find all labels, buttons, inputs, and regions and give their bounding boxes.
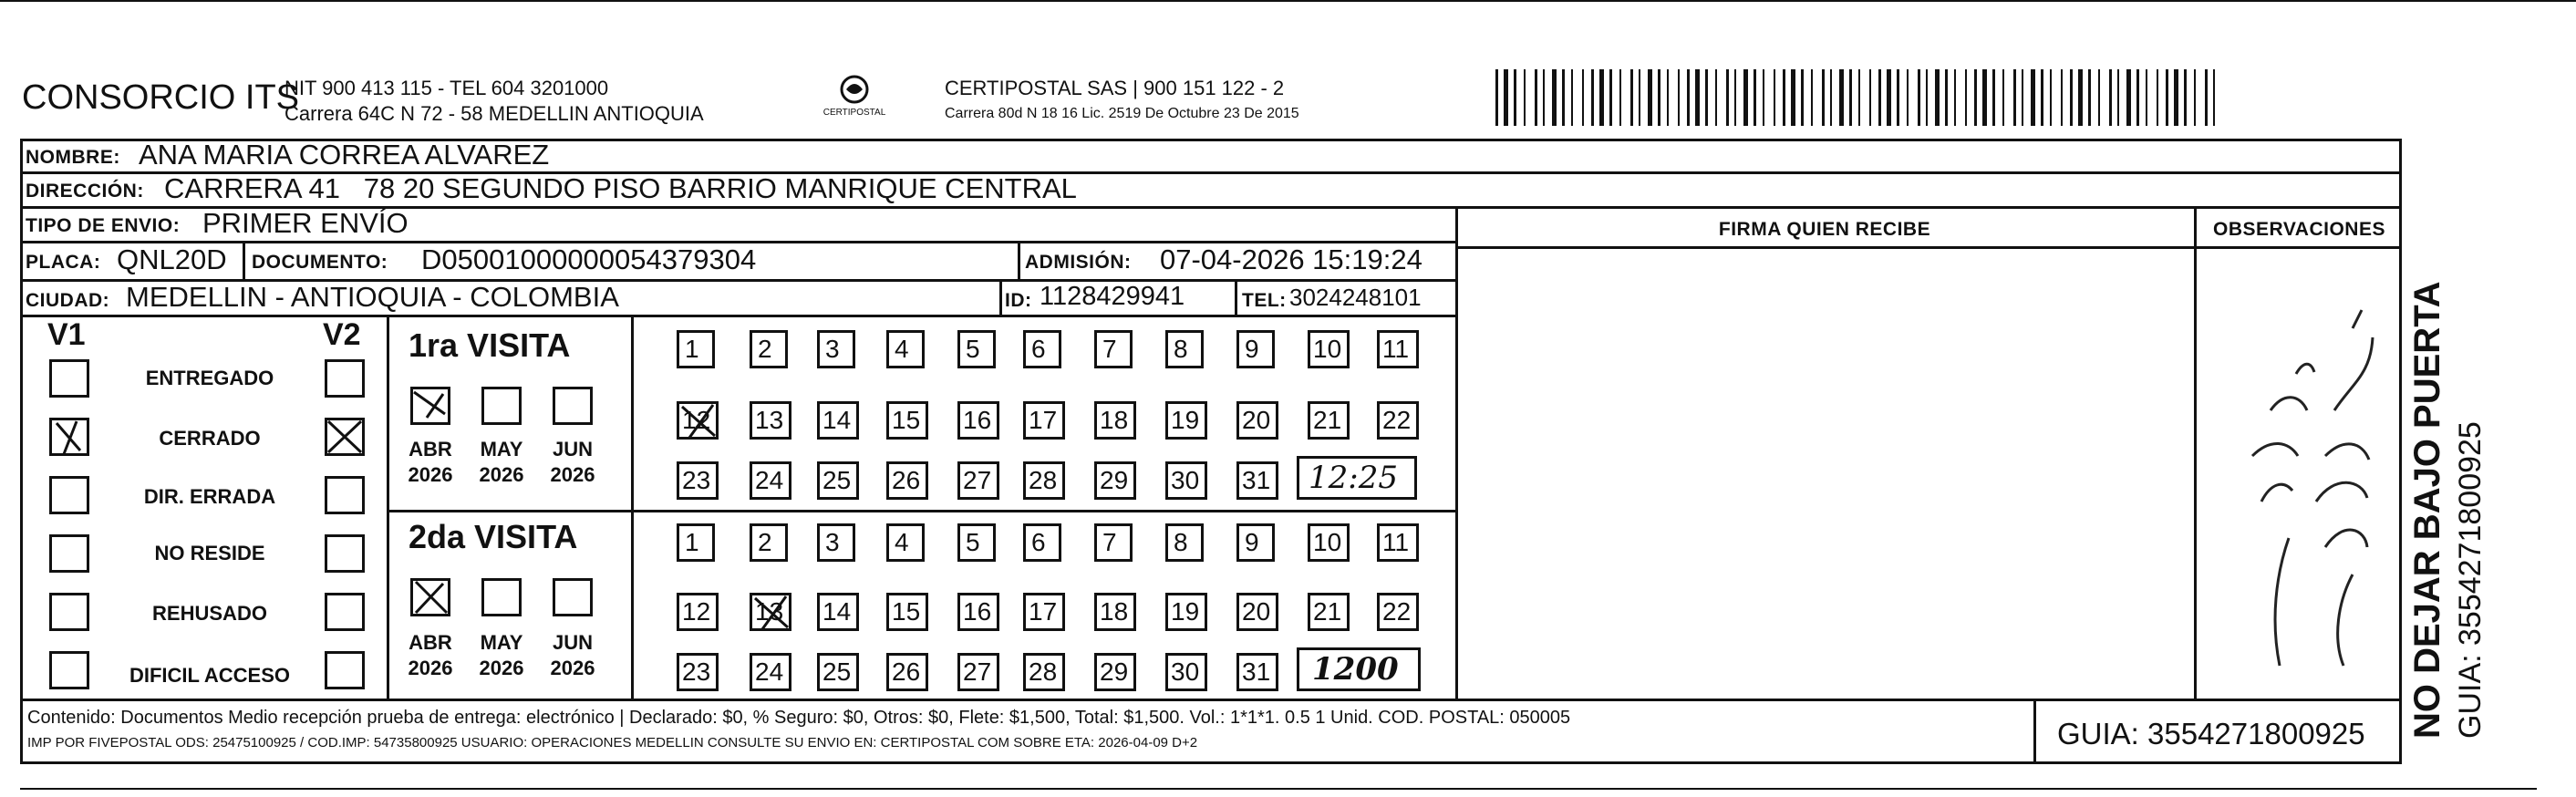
- visit-divider: [387, 510, 1455, 512]
- status-no-reside: NO RESIDE: [154, 542, 265, 564]
- v1-entregado-checkbox[interactable]: [49, 359, 89, 398]
- second-visit-day-15[interactable]: 15: [886, 593, 928, 631]
- second-visit-day-21[interactable]: 21: [1308, 593, 1350, 631]
- cell-line: [999, 279, 1002, 315]
- placa-label: PLACA:: [26, 252, 101, 273]
- cell-line: [1235, 279, 1237, 315]
- v1-no-reside-checkbox[interactable]: [49, 534, 89, 573]
- nombre-label: NOMBRE:: [26, 147, 120, 168]
- second-year-abr: 2026: [408, 657, 453, 679]
- first-visit-jun-checkbox[interactable]: [553, 387, 593, 425]
- second-visit-day-23[interactable]: 23: [677, 653, 719, 691]
- second-visit-day-5[interactable]: 5: [957, 523, 996, 562]
- first-visit-day-2[interactable]: 2: [750, 330, 788, 368]
- first-month-abr: ABR: [409, 438, 452, 461]
- status-divider: [387, 315, 389, 699]
- documento-value: D05001000000054379304: [421, 243, 757, 275]
- second-visit-day-11[interactable]: 11: [1377, 523, 1419, 562]
- second-visit-day-7[interactable]: 7: [1094, 523, 1133, 562]
- col-line: [1455, 206, 1458, 700]
- second-visit-day-24[interactable]: 24: [750, 653, 791, 691]
- status-dificil-acceso: DIFICIL ACCESO: [129, 664, 290, 687]
- second-visit-day-19[interactable]: 19: [1165, 593, 1207, 631]
- first-visit-day-10[interactable]: 10: [1308, 330, 1350, 368]
- first-visit-day-13[interactable]: 13: [750, 401, 791, 440]
- second-visit-day-16[interactable]: 16: [957, 593, 999, 631]
- first-visit-day-31[interactable]: 31: [1236, 461, 1278, 500]
- v2-rehusado-checkbox[interactable]: [325, 593, 365, 631]
- second-visit-day-1[interactable]: 1: [677, 523, 715, 562]
- carrier-address: Carrera 80d N 18 16 Lic. 2519 De Octubre 23 De 2015: [945, 106, 1299, 121]
- first-visit-day-5[interactable]: 5: [957, 330, 996, 368]
- second-year-jun: 2026: [550, 657, 595, 679]
- v2-no-reside-checkbox[interactable]: [325, 534, 365, 573]
- first-visit-day-6[interactable]: 6: [1023, 330, 1061, 368]
- id-label: ID:: [1005, 290, 1032, 311]
- v2-cerrado-checkbox[interactable]: [325, 418, 365, 456]
- second-visit-day-31[interactable]: 31: [1236, 653, 1278, 691]
- first-visit-day-27[interactable]: 27: [957, 461, 999, 500]
- v1-header: V1: [47, 317, 86, 352]
- logo-text: CERTIPOSTAL: [822, 108, 886, 118]
- first-visit-day-17[interactable]: 17: [1023, 401, 1065, 440]
- second-visit-may-checkbox[interactable]: [481, 578, 522, 616]
- footer-guia: GUIA: 3554271800925: [2057, 717, 2365, 750]
- second-visit-day-13[interactable]: 13: [750, 593, 791, 631]
- tipo-envio-value: PRIMER ENVÍO: [202, 207, 409, 239]
- second-year-may: 2026: [479, 657, 524, 679]
- second-month-may: MAY: [480, 631, 523, 654]
- second-visit-day-6[interactable]: 6: [1023, 523, 1061, 562]
- second-visit-jun-checkbox[interactable]: [553, 578, 593, 616]
- second-visit-day-17[interactable]: 17: [1023, 593, 1065, 631]
- tel-label: TEL:: [1242, 290, 1287, 311]
- footer-divider: [2033, 699, 2036, 764]
- bottom-edge: [20, 788, 2537, 790]
- tel-value: 3024248101: [1289, 284, 1422, 311]
- first-visit-may-checkbox[interactable]: [481, 387, 522, 425]
- first-visit-day-1[interactable]: 1: [677, 330, 715, 368]
- carrier-line: CERTIPOSTAL SAS | 900 151 122 - 2: [945, 77, 1285, 99]
- side-warning: NO DEJAR BAJO PUERTA: [2407, 281, 2447, 739]
- first-visit-day-21[interactable]: 21: [1308, 401, 1350, 440]
- first-visit-day-19[interactable]: 19: [1165, 401, 1207, 440]
- first-visit-day-28[interactable]: 28: [1023, 461, 1065, 500]
- v2-entregado-checkbox[interactable]: [325, 359, 365, 398]
- status-dir-errada: DIR. ERRADA: [143, 485, 276, 508]
- second-month-jun: JUN: [552, 631, 593, 654]
- col-line: [2194, 206, 2197, 700]
- nombre-value: ANA MARIA CORREA ALVAREZ: [139, 139, 550, 171]
- first-visit-day-3[interactable]: 3: [817, 330, 855, 368]
- cell-line: [243, 241, 245, 279]
- first-year-may: 2026: [479, 463, 524, 486]
- month-divider: [631, 315, 634, 699]
- side-guia: GUIA: 3554271800925: [2453, 421, 2488, 739]
- first-visit-day-20[interactable]: 20: [1236, 401, 1278, 440]
- top-edge: [0, 0, 2576, 2]
- first-visit-day-18[interactable]: 18: [1094, 401, 1136, 440]
- first-visit-title: 1ra VISITA: [409, 326, 571, 364]
- ciudad-label: CIUDAD:: [26, 290, 110, 311]
- firma-header: FIRMA QUIEN RECIBE: [1718, 219, 1931, 240]
- second-visit-day-30[interactable]: 30: [1165, 653, 1207, 691]
- company-address: Carrera 64C N 72 - 58 MEDELLIN ANTIOQUIA: [284, 102, 704, 125]
- second-visit-abr-checkbox[interactable]: [410, 578, 450, 616]
- second-visit-day-14[interactable]: 14: [817, 593, 859, 631]
- second-visit-day-25[interactable]: 25: [817, 653, 859, 691]
- first-visit-day-23[interactable]: 23: [677, 461, 719, 500]
- first-visit-day-4[interactable]: 4: [886, 330, 925, 368]
- first-visit-day-22[interactable]: 22: [1377, 401, 1419, 440]
- first-month-may: MAY: [480, 438, 523, 461]
- day-mark: [677, 399, 722, 441]
- first-year-abr: 2026: [408, 463, 453, 486]
- first-visit-day-8[interactable]: 8: [1165, 330, 1204, 368]
- first-visit-day-24[interactable]: 24: [750, 461, 791, 500]
- first-month-jun: JUN: [552, 438, 593, 461]
- observaciones-header: OBSERVACIONES: [2213, 219, 2385, 240]
- second-visit-day-4[interactable]: 4: [886, 523, 925, 562]
- first-visit-day-15[interactable]: 15: [886, 401, 928, 440]
- first-visit-day-25[interactable]: 25: [817, 461, 859, 500]
- company-nit: NIT 900 413 115 - TEL 604 3201000: [284, 77, 609, 99]
- second-month-abr: ABR: [409, 631, 452, 654]
- v1-dir-errada-checkbox[interactable]: [49, 476, 89, 514]
- cell-line: [1018, 241, 1020, 279]
- first-visit-day-16[interactable]: 16: [957, 401, 999, 440]
- direccion-value: CARRERA 41 78 20 SEGUNDO PISO BARRIO MANRIQUE CENTRAL: [164, 172, 1077, 204]
- second-visit-day-29[interactable]: 29: [1094, 653, 1136, 691]
- row-line: [20, 699, 2402, 701]
- day-mark: [750, 591, 795, 633]
- first-visit-abr-checkbox[interactable]: [410, 387, 450, 425]
- v2-header: V2: [323, 317, 361, 352]
- admision-value: 07-04-2026 15:19:24: [1160, 243, 1422, 275]
- v2-dificil-acceso-checkbox[interactable]: [325, 651, 365, 689]
- v1-cerrado-checkbox[interactable]: [49, 418, 89, 456]
- first-visit-day-7[interactable]: 7: [1094, 330, 1133, 368]
- second-visit-day-2[interactable]: 2: [750, 523, 788, 562]
- company-name: CONSORCIO ITS: [22, 78, 300, 117]
- status-rehusado: REHUSADO: [152, 602, 267, 625]
- second-visit-day-8[interactable]: 8: [1165, 523, 1204, 562]
- second-visit-day-26[interactable]: 26: [886, 653, 928, 691]
- certipostal-logo: [813, 69, 895, 124]
- first-visit-day-9[interactable]: 9: [1236, 330, 1275, 368]
- second-visit-day-18[interactable]: 18: [1094, 593, 1136, 631]
- second-visit-day-22[interactable]: 22: [1377, 593, 1419, 631]
- second-visit-day-10[interactable]: 10: [1308, 523, 1350, 562]
- first-year-jun: 2026: [550, 463, 595, 486]
- row-line: [20, 315, 1457, 317]
- first-visit-day-12[interactable]: 12: [677, 401, 719, 440]
- v2-dir-errada-checkbox[interactable]: [325, 476, 365, 514]
- first-visit-day-30[interactable]: 30: [1165, 461, 1207, 500]
- second-visit-day-27[interactable]: 27: [957, 653, 999, 691]
- first-visit-day-11[interactable]: 11: [1377, 330, 1419, 368]
- v1-dificil-acceso-checkbox[interactable]: [49, 651, 89, 689]
- barcode: [1495, 69, 2225, 126]
- admision-label: ADMISIÓN:: [1025, 252, 1132, 273]
- placa-value: QNL20D: [117, 243, 227, 275]
- first-visit-day-14[interactable]: 14: [817, 401, 859, 440]
- observaciones-handwriting: [2216, 274, 2389, 675]
- id-value: 1128429941: [1040, 282, 1185, 311]
- ciudad-value: MEDELLIN - ANTIOQUIA - COLOMBIA: [126, 281, 619, 313]
- tipo-envio-label: TIPO DE ENVIO:: [26, 215, 181, 236]
- status-cerrado: CERRADO: [159, 427, 261, 450]
- first-visit-time: 12:25: [1297, 456, 1417, 500]
- second-visit-day-3[interactable]: 3: [817, 523, 855, 562]
- documento-label: DOCUMENTO:: [252, 252, 388, 273]
- footer-imp: IMP POR FIVEPOSTAL ODS: 25475100925 / COD.IMP: 54735800925 USUARIO: OPERACIONES MEDELLIN CONSULTE SU ENVIO EN: CERTIPOSTAL COM SOBRE ETA: 2026-04-09 D+2: [27, 735, 1198, 750]
- second-visit-time: 1200: [1297, 647, 1421, 691]
- direccion-label: DIRECCIÓN:: [26, 181, 144, 202]
- second-visit-day-9[interactable]: 9: [1236, 523, 1275, 562]
- second-visit-day-20[interactable]: 20: [1236, 593, 1278, 631]
- v1-rehusado-checkbox[interactable]: [49, 593, 89, 631]
- first-visit-day-26[interactable]: 26: [886, 461, 928, 500]
- footer-contenido: Contenido: Documentos Medio recepción prueba de entrega: electrónico | Declarado: $0, % Seguro: $0, Otros: $0, Flete: $1,500, Total: $1,500. Vol.: 1*1*1. 0.5 1 Unid. COD. POSTAL: 050005: [27, 708, 1571, 728]
- status-entregado: ENTREGADO: [145, 367, 274, 389]
- first-visit-day-29[interactable]: 29: [1094, 461, 1136, 500]
- second-visit-day-12[interactable]: 12: [677, 593, 719, 631]
- second-visit-title: 2da VISITA: [409, 518, 578, 555]
- second-visit-day-28[interactable]: 28: [1023, 653, 1065, 691]
- col-header-line: [1455, 246, 2402, 249]
